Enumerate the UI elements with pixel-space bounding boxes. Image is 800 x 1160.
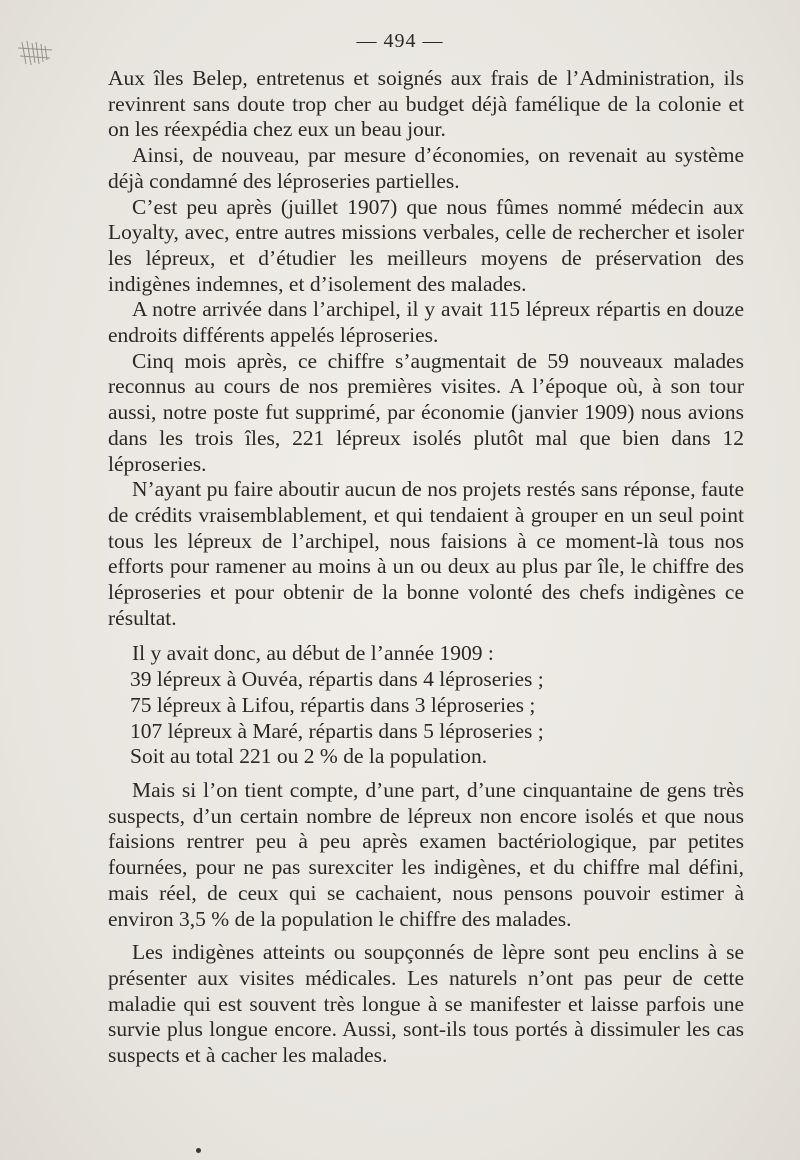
paragraph: C’est peu après (juillet 1907) que nous fûmes nommé médecin aux Loyalty, avec, entre autres missions verbales, celle de rechercher et isoler les lépreux, et d’étudier les meilleurs moyens de préservation des indigènes indemnes, et d’isolement des malades.: [108, 194, 744, 296]
body-text: [108, 66, 744, 1069]
paragraph: A notre arrivée dans l’archipel, il y avait 115 lépreux répartis en douze endroits différents appelés léproseries.: [108, 297, 744, 348]
page-number: — 494 —: [356, 30, 444, 52]
paragraph: Mais si l’on tient compte, d’une part, d’une cinquantaine de gens très suspects, d’un certain nombre de lépreux non encore isolés et que nous faisions rentrer peu à peu après examen bactériologique, par petites fournées, pour ne pas surexciter les indigènes, et du chiffre mal défini, mais réel, de ceux qui se cachaient, nous pensons pouvoir estimer à environ 3,5 % de la population le chiffre des malades.: [108, 777, 744, 931]
list-item: 75 lépreux à Lifou, répartis dans 3 léproseries ;: [130, 692, 536, 717]
paragraph: Aux îles Belep, entretenus et soignés aux frais de l’Administration, ils revinrent sans doute trop cher au budget déjà famélique de la colonie et on les réexpédia chez eux un beau jour.: [108, 66, 744, 142]
list-item: 39 lépreux à Ouvéa, répartis dans 4 léproseries ;: [130, 667, 544, 692]
list-intro: Il y avait donc, au début de l’année 1909 :: [132, 641, 494, 666]
leper-count-list: [108, 667, 744, 770]
paragraph: N’ayant pu faire aboutir aucun de nos projets restés sans réponse, faute de crédits vraisemblablement, et qui tendaient à grouper en un seul point tous les lépreux de l’archipel, nous faisions à ce moment-là tous nos efforts pour ramener au moins à un ou deux au plus par île, le chiffre des léproseries et pour obtenir de la bonne volonté des chefs indigènes ce résultat.: [108, 477, 744, 630]
list-item: Soit au total 221 ou 2 % de la population.: [130, 744, 488, 769]
paragraph: Ainsi, de nouveau, par mesure d’économies, on revenait au système déjà condamné des léproseries partielles.: [108, 143, 744, 193]
list-item: 107 lépreux à Maré, répartis dans 5 léproseries ;: [130, 718, 544, 743]
paragraph: Les indigènes atteints ou soupçonnés de lèpre sont peu enclins à se présenter aux visites médicales. Les naturels n’ont pas peur de cette maladie qui est souvent très longue à se manifester et laisse parfois une survie plus longue encore. Aussi, sont-ils tous portés à dissimuler les cas suspects et à cacher les malades.: [108, 940, 744, 1068]
ink-dot: [196, 1148, 201, 1153]
paragraph: Cinq mois après, ce chiffre s’augmentait de 59 nouveaux malades reconnus au cours de nos premières visites. A l’époque où, à son tour aussi, notre poste fut supprimé, par économie (janvier 1909) nous avions dans les trois îles, 221 lépreux isolés plutôt mal que bien dans 12 léproseries.: [108, 348, 744, 476]
